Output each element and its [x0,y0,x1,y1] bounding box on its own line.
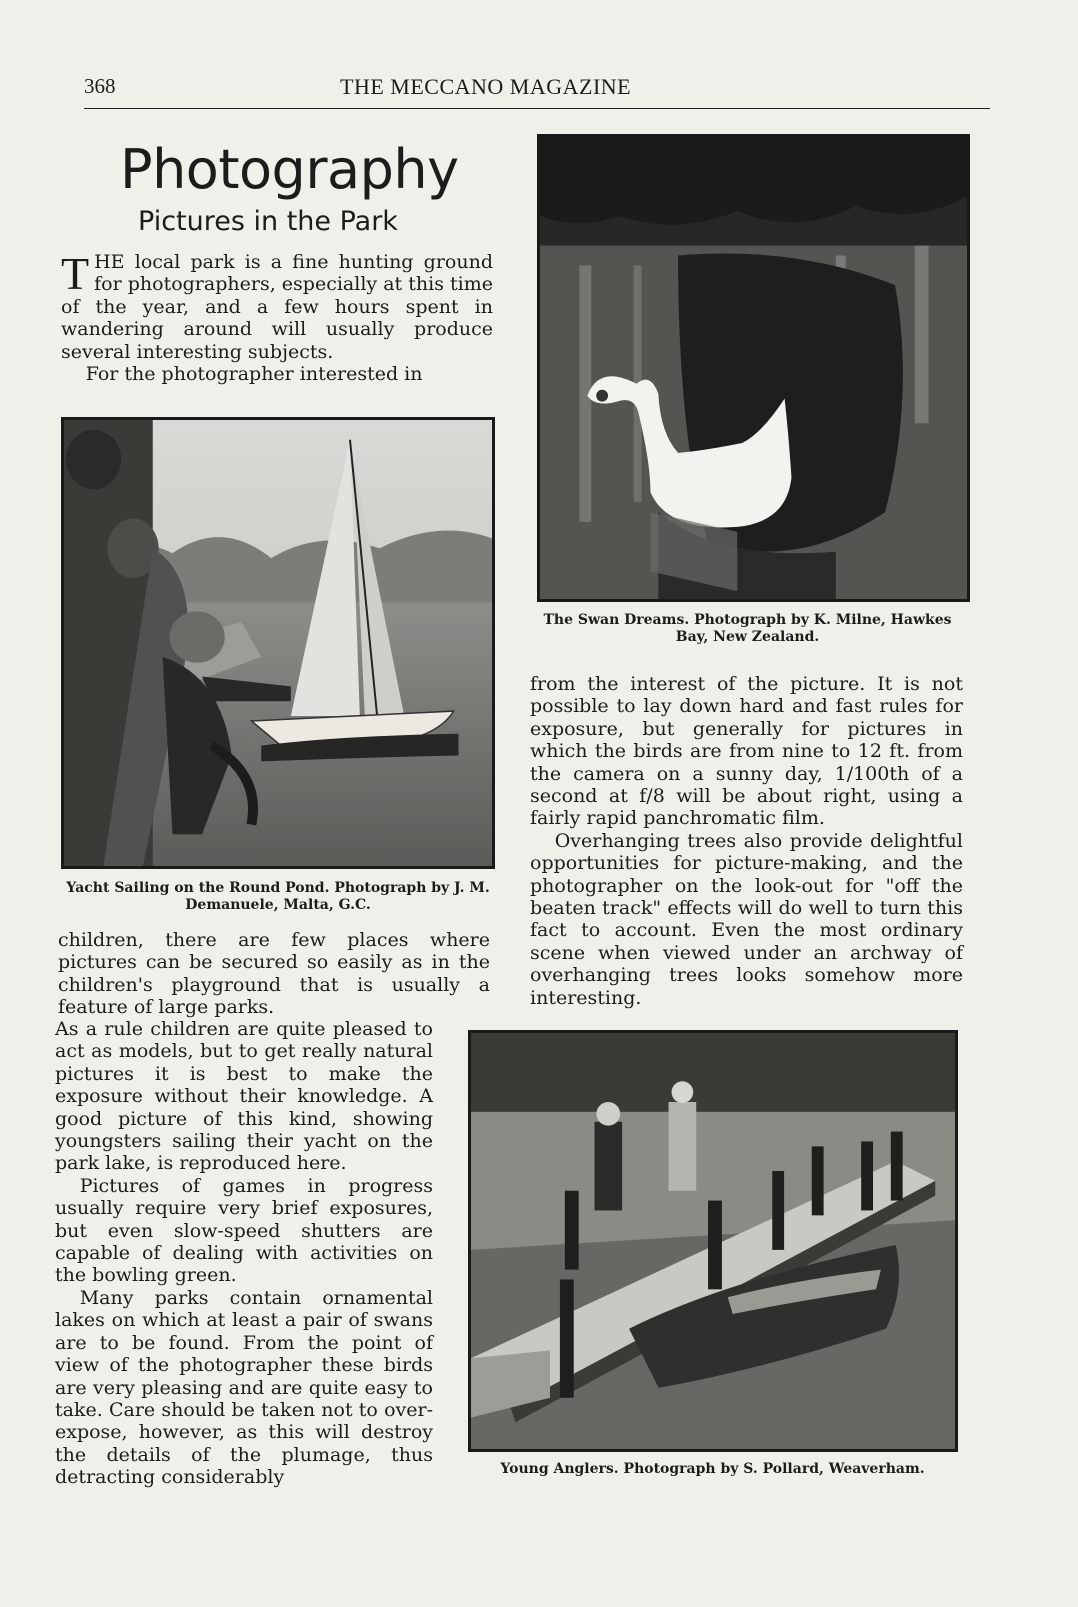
paragraph-intro: THE local park is a fine hunting ground for photographers, especially at this time of the year, and a few hours spent in wandering around will usually produce several interesting subjects. [61,248,493,363]
children-text [58,929,490,1019]
yacht-photo [61,417,495,869]
page-number: 368 [84,74,116,98]
narrow-column-text [55,1018,433,1489]
header-rule [84,108,990,109]
anglers-photo [468,1030,958,1452]
right-column-text [530,673,963,1009]
paragraph-exposure: from the interest of the picture. It is not possible to lay down hard and fast rules for exposure, but generally for pictures in which the birds are from nine to 12 ft. from the camera on a sunny day, 1/100th of a second at f/8 will be about right, using a fairly rapid panchromatic film. [530,673,963,830]
paragraph-swans: Many parks contain ornamental lakes on which at least a pair of swans are to be found. From the point of view of the photographer these birds are very pleasing and are quite easy to take. Care should be taken not to over-expose, however, as this will destroy the details of the plumage, thus detracting considerably [55,1286,433,1489]
yacht-image [64,420,492,866]
drop-cap: T [61,248,90,299]
anglers-caption: Young Anglers. Photograph by S. Pollard, Weaverham. [500,1461,925,1477]
yacht-caption: Yacht Sailing on the Round Pond. Photograph by J. M. Demanuele, Malta, G.C. [66,880,490,913]
paragraph-games: Pictures of games in progress usually require very brief exposures, but even slow-speed shutters are capable of dealing with activities on the bowling green. [55,1174,433,1287]
swan-caption: The Swan Dreams. Photograph by K. Milne, Hawkes Bay, New Zealand. [543,612,952,645]
paragraph-children-cont: children, there are few places where pictures can be secured so easily as in the children's playground that is usually a feature of large parks. [58,929,490,1019]
anglers-image [471,1033,955,1449]
paragraph-children-models: As a rule children are quite pleased to act as models, but to get really natural pictures it is best to make the exposure without their knowledge. A good picture of this kind, showing youngsters sailing their yacht on the park lake, is reproduced here. [55,1018,433,1175]
swan-photo [537,134,970,602]
intro-text [61,248,493,386]
magazine-title: THE MECCANO MAGAZINE [340,74,632,99]
article-title: Photography [120,138,459,201]
paragraph-trees: Overhanging trees also provide delightful opportunities for picture-making, and the photographer on the look-out for "off the beaten track" effects will do well to turn this fact to account. Even the most ordinary scene when viewed under an archway of overhanging trees looks somehow more interesting. [530,829,963,1009]
swan-image [540,137,967,599]
paragraph-children-start: For the photographer interested in [85,363,423,386]
article-subtitle: Pictures in the Park [138,206,398,237]
